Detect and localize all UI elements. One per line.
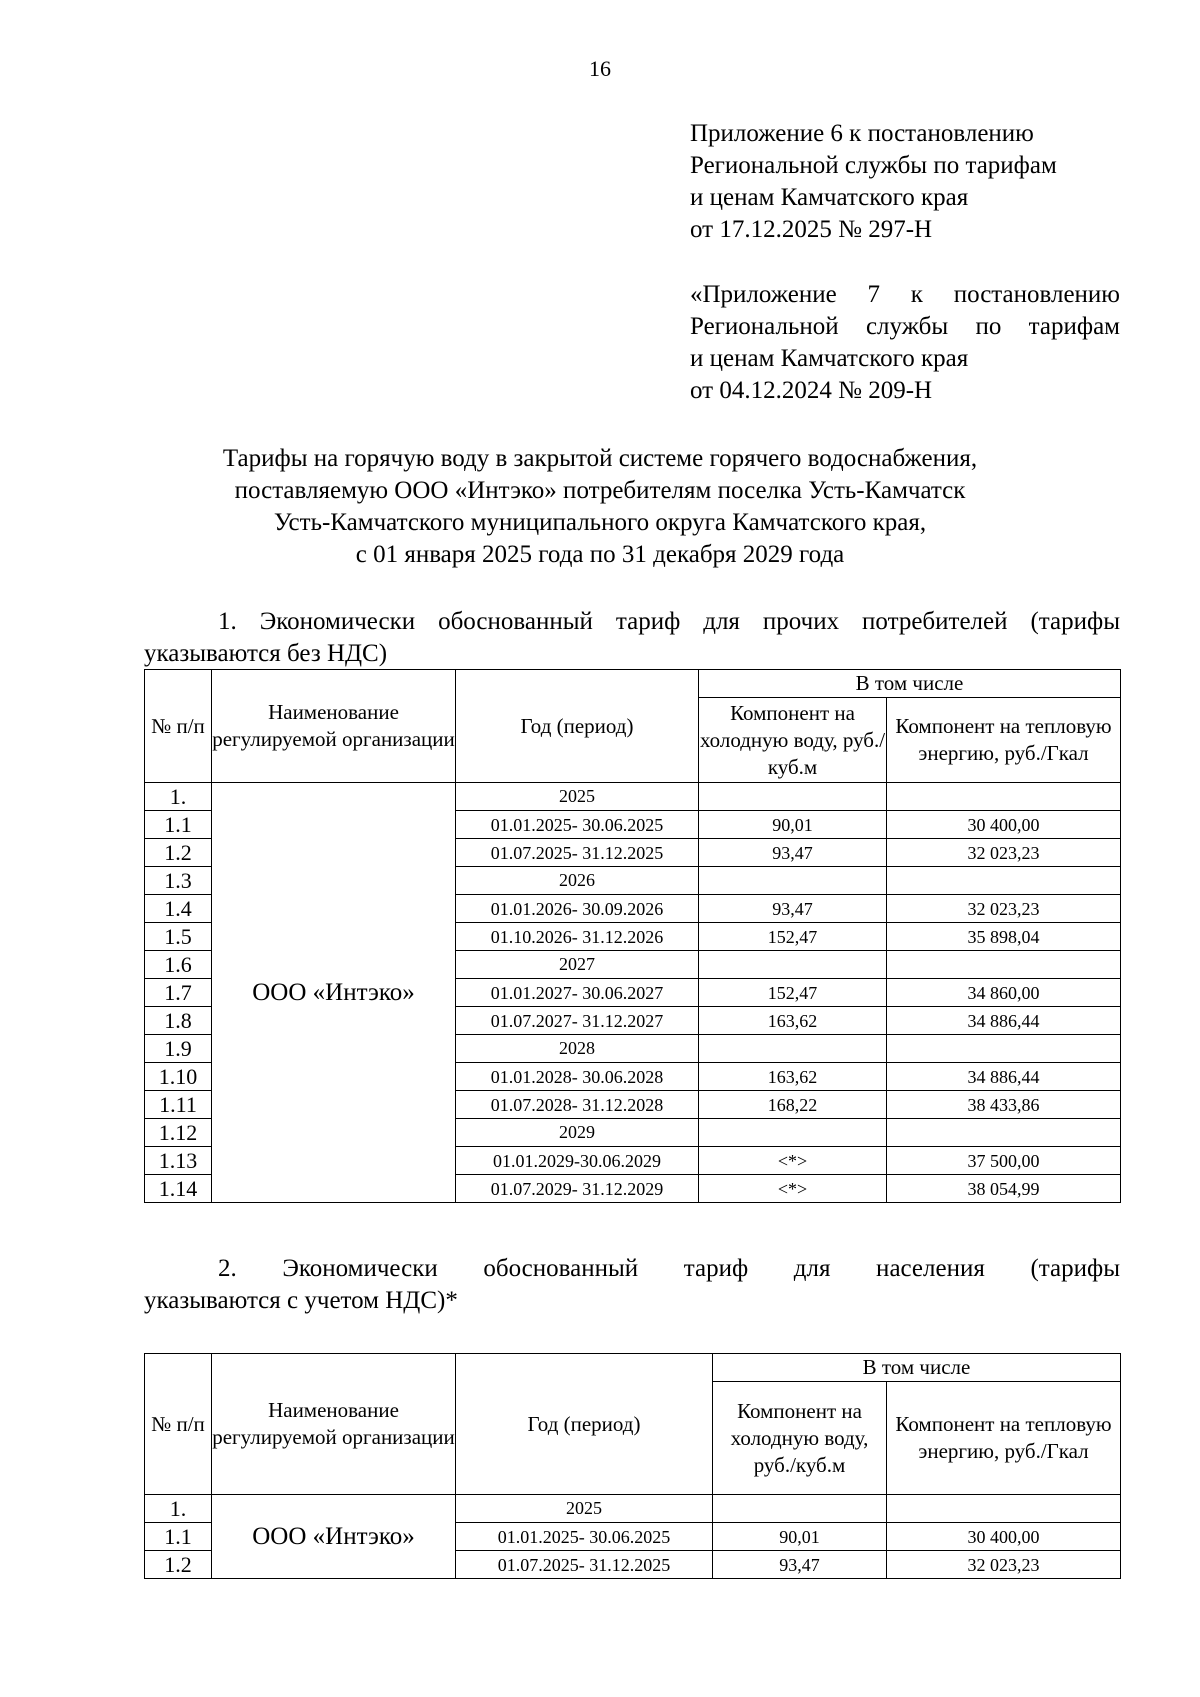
cold-water-value — [699, 951, 887, 979]
heat-energy-value — [887, 1495, 1121, 1523]
row-number: 1. — [145, 1495, 212, 1523]
cold-water-value: 93,47 — [699, 895, 887, 923]
cold-water-value — [713, 1495, 887, 1523]
period-year: 2028 — [456, 1035, 699, 1063]
row-number: 1.9 — [145, 1035, 212, 1063]
cold-water-value: 93,47 — [699, 839, 887, 867]
heat-energy-value: 32 023,23 — [887, 839, 1121, 867]
appendix-line: Региональной службы по тарифам — [690, 152, 1057, 179]
row-number: 1.14 — [145, 1175, 212, 1203]
appendix-current-reference — [690, 118, 1120, 246]
section2-heading — [144, 1253, 1120, 1317]
period-range: 01.01.2029-30.06.2029 — [456, 1147, 699, 1175]
header-cold-water: Компонент на холодную воду, руб./куб.м — [713, 1382, 887, 1495]
period-year: 2025 — [456, 1495, 713, 1523]
organization-name: ООО «Интэко» — [212, 783, 456, 1203]
section1-heading-line1: 1. Экономически обоснованный тариф для прочих потребителей (тарифы — [218, 608, 1120, 635]
header-num: № п/п — [145, 1354, 212, 1495]
section1-heading — [144, 606, 1120, 670]
period-year: 2025 — [456, 783, 699, 811]
heat-energy-value: 37 500,00 — [887, 1147, 1121, 1175]
row-number: 1.12 — [145, 1119, 212, 1147]
cold-water-value: 90,01 — [713, 1523, 887, 1551]
cold-water-value — [699, 783, 887, 811]
period-range: 01.01.2027- 30.06.2027 — [456, 979, 699, 1007]
appendix-line: от 17.12.2025 № 297-Н — [690, 216, 933, 243]
document-title — [130, 443, 1070, 571]
appendix-line: и ценам Камчатского края — [690, 345, 969, 372]
row-number: 1.4 — [145, 895, 212, 923]
heat-energy-value — [887, 783, 1121, 811]
section1-heading-line2: указываются без НДС) — [144, 640, 388, 667]
cold-water-value: 168,22 — [699, 1091, 887, 1119]
cold-water-value: 90,01 — [699, 811, 887, 839]
heat-energy-value: 30 400,00 — [887, 1523, 1121, 1551]
heat-energy-value: 34 886,44 — [887, 1007, 1121, 1035]
table-row — [145, 783, 1121, 811]
row-number: 1.3 — [145, 867, 212, 895]
period-range: 01.01.2025- 30.06.2025 — [456, 811, 699, 839]
period-range: 01.07.2025- 31.12.2025 — [456, 839, 699, 867]
cold-water-value: 152,47 — [699, 923, 887, 951]
row-number: 1.1 — [145, 811, 212, 839]
period-year: 2026 — [456, 867, 699, 895]
title-line: Усть-Камчатского муниципального округа Камчатского края, — [273, 509, 927, 536]
cold-water-value — [699, 867, 887, 895]
period-range: 01.07.2028- 31.12.2028 — [456, 1091, 699, 1119]
appendix-original-reference — [690, 279, 1120, 407]
heat-energy-value: 34 886,44 — [887, 1063, 1121, 1091]
cold-water-value: 93,47 — [713, 1551, 887, 1579]
heat-energy-value: 35 898,04 — [887, 923, 1121, 951]
cold-water-value: <*> — [699, 1147, 887, 1175]
heat-energy-value: 34 860,00 — [887, 979, 1121, 1007]
cold-water-value — [699, 1035, 887, 1063]
header-including: В том числе — [713, 1354, 1121, 1382]
row-number: 1.6 — [145, 951, 212, 979]
header-org: Наименование регулируемой организации — [212, 670, 456, 783]
table-row — [145, 1495, 1121, 1523]
appendix-line: Приложение 6 к постановлению — [690, 120, 1034, 147]
row-number: 1.2 — [145, 1551, 212, 1579]
row-number: 1.2 — [145, 839, 212, 867]
period-range: 01.01.2026- 30.09.2026 — [456, 895, 699, 923]
section2-heading-line2: указываются с учетом НДС)* — [144, 1287, 458, 1314]
row-number: 1.11 — [145, 1091, 212, 1119]
section2-heading-line1: 2. Экономически обоснованный тариф для населения (тарифы — [218, 1255, 1120, 1282]
period-range: 01.01.2028- 30.06.2028 — [456, 1063, 699, 1091]
row-number: 1.5 — [145, 923, 212, 951]
header-num: № п/п — [145, 670, 212, 783]
page-number: 16 — [589, 56, 611, 81]
heat-energy-value — [887, 951, 1121, 979]
period-range: 01.07.2025- 31.12.2025 — [456, 1551, 713, 1579]
cold-water-value: 163,62 — [699, 1063, 887, 1091]
title-line: поставляемую ООО «Интэко» потребителям поселка Усть-Камчатск — [234, 477, 966, 504]
cold-water-value: 152,47 — [699, 979, 887, 1007]
heat-energy-value — [887, 867, 1121, 895]
period-range: 01.10.2026- 31.12.2026 — [456, 923, 699, 951]
header-cold-water: Компонент на холодную воду, руб./куб.м — [699, 698, 887, 783]
section1-tariff-table — [144, 669, 1121, 1203]
title-line: Тарифы на горячую воду в закрытой системе горячего водоснабжения, — [222, 445, 978, 472]
period-range: 01.07.2029- 31.12.2029 — [456, 1175, 699, 1203]
organization-name: ООО «Интэко» — [212, 1495, 456, 1579]
heat-energy-value — [887, 1119, 1121, 1147]
period-year: 2027 — [456, 951, 699, 979]
section2-tariff-table — [144, 1353, 1121, 1579]
row-number: 1.7 — [145, 979, 212, 1007]
appendix-line: «Приложение 7 к постановлению — [690, 281, 1120, 308]
heat-energy-value — [887, 1035, 1121, 1063]
appendix-line: от 04.12.2024 № 209-Н — [690, 377, 933, 404]
header-org: Наименование регулируемой организации — [212, 1354, 456, 1495]
row-number: 1.13 — [145, 1147, 212, 1175]
row-number: 1.1 — [145, 1523, 212, 1551]
period-year: 2029 — [456, 1119, 699, 1147]
row-number: 1. — [145, 783, 212, 811]
header-heat: Компонент на тепловую энергию, руб./Гкал — [887, 698, 1121, 783]
row-number: 1.10 — [145, 1063, 212, 1091]
appendix-line: и ценам Камчатского края — [690, 184, 969, 211]
header-period: Год (период) — [456, 670, 699, 783]
title-line: с 01 января 2025 года по 31 декабря 2029 года — [355, 541, 845, 568]
row-number: 1.8 — [145, 1007, 212, 1035]
header-heat: Компонент на тепловую энергию, руб./Гкал — [887, 1382, 1121, 1495]
period-range: 01.07.2027- 31.12.2027 — [456, 1007, 699, 1035]
appendix-line: Региональной службы по тарифам — [690, 313, 1120, 340]
heat-energy-value: 38 433,86 — [887, 1091, 1121, 1119]
cold-water-value — [699, 1119, 887, 1147]
cold-water-value: <*> — [699, 1175, 887, 1203]
header-including: В том числе — [699, 670, 1121, 698]
heat-energy-value: 30 400,00 — [887, 811, 1121, 839]
heat-energy-value: 38 054,99 — [887, 1175, 1121, 1203]
cold-water-value: 163,62 — [699, 1007, 887, 1035]
period-range: 01.01.2025- 30.06.2025 — [456, 1523, 713, 1551]
header-period: Год (период) — [456, 1354, 713, 1495]
heat-energy-value: 32 023,23 — [887, 1551, 1121, 1579]
heat-energy-value: 32 023,23 — [887, 895, 1121, 923]
